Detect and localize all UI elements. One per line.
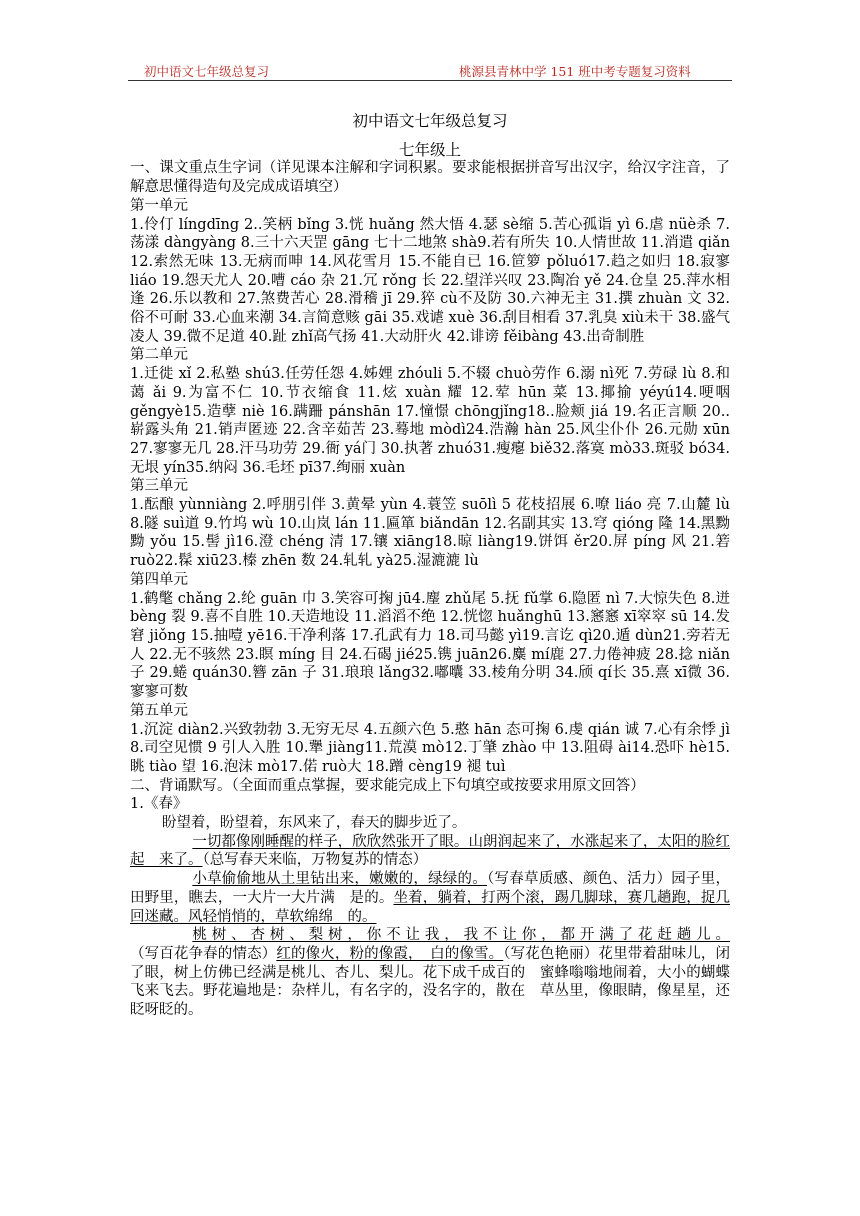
header-rule [128,80,732,81]
section-1-heading: 一、课文重点生字词（详见课本注解和字词积累。要求能根据拼音写出汉字，给汉字注音，了解意思懂得造句及完成成语填空） [130,160,730,196]
page-subtitle: 七年级上 [398,140,461,159]
unit-3-words: 1.酝酿 yùnniàng 2.呼朋引伴 3.黄晕 yùn 4.蓑笠 suōlì 5 花枝招展 6.嘹 liáo 亮 7.山麓 lù 8.隧 suì道 9.竹坞 wù 10.山岚 lán 11.匾箪 biǎndān 12.名副其实 13.穹 qióng 隆 14.黑黝黝 yǒu 15.髻 jì16.澄 chéng 清 17.镶 xiāng18.晾 liàng19.饼饵 ěr20.屏 píng 风 21.箬 ruò22.髹 xiū23.榛 zhēn 数 24.轧轧 yà25.湿漉漉 lù [130,497,730,570]
unit-1-heading: 第一单元 [130,197,188,214]
spring-paragraph-4 [130,926,730,1020]
unit-2-heading: 第二单元 [130,347,188,364]
spring-paragraph-1: 盼望着，盼望着，东风来了，春天的脚步近了。 [161,815,467,832]
annotation-text: （写春草质感、颜色、活力）园子里，田野里，瞧去，一大片一大片满 是的。 [130,871,731,906]
annotation-text: （写花色艳丽）花里带着甜味儿，闭了眼，树上仿佛已经满是桃儿、杏儿、梨儿。花下成千成百的 蜜蜂嗡嗡地闹着，大小的蝴蝶飞来飞去。野花遍地是：杂样儿，有名字的，没名字的，散在 草丛里，像眼睛，像星星，还眨呀眨的。 [130,945,731,1019]
underlined-recitation: 桃树、杏树、梨树，你不让我，我不让你，都开满了花赶趟儿。 [192,927,730,944]
annotation-text: （写百花争春的情态） [130,945,277,962]
poem-title: 1.《春》 [130,796,188,813]
underlined-recitation: 一切都像刚睡醒的样子，欣欣然张开了眼。山朗润起来了，水涨起来了，太阳的脸红起 来了。 [130,833,730,869]
unit-4-heading: 第四单元 [130,571,188,588]
document-body [130,112,730,1020]
header-right-text: 桃源县青林中学 151 班中考专题复习资料 [459,64,691,79]
header-left-text: 初中语文七年级总复习 [144,64,270,79]
annotation-text: （总写春天来临，万物复苏的情态） [202,852,428,869]
spring-paragraph-2 [130,833,730,870]
unit-5-words: 1.沉淀 diàn2.兴致勃勃 3.无穷无尽 4.五颜六色 5.憨 hān 态可掬 6.虔 qián 诚 7.心有余悸 jì 8.司空见惯 9 引人入胜 10.犟 jiàng11.荒漠 mò12.丁肇 zhào 中 13.阻碍 ài14.恐吓 hè15.眺 tiào 望 16.泡沫 mò17.偌 ruò大 18.蹭 cèng19 褪 tuì [130,721,730,775]
unit-4-words: 1.鹤氅 chǎng 2.纶 guān 巾 3.笑容可掬 jū4.麈 zhǔ尾 5.抚 fǔ掌 6.隐匿 nì 7.大惊失色 8.迸 bèng 裂 9.喜不自胜 10.天造地设 11.滔滔不绝 12.恍惚 huǎnghū 13.窸窸 xī窣窣 sū 14.发窘 jiǒng 15.抽噎 yē16.干净利落 17.孔武有力 18.司马懿 yì19.言讫 qì20.遁 dùn21.旁若无人 22.无不骇然 23.瞑 míng 目 24.石碣 jié25.镌 juān26.麋 mí鹿 27.力倦神疲 28.捻 niǎn 子 29.蜷 quán30.簪 zān 子 31.琅琅 lǎng32.嘟囔 33.棱角分明 34.颀 qí长 35.熹 xī微 36.寥寥可数 [130,590,730,701]
spring-paragraph-3 [130,870,730,926]
section-2-heading: 二、背诵默写。（全面而重点掌握，要求能完成上下句填空或按要求用原文回答） [130,777,645,794]
unit-3-heading: 第三单元 [130,478,188,495]
underlined-recitation: 红的像火，粉的像霞， 白的像雪。 [276,945,504,962]
unit-2-words: 1.迁徙 xǐ 2.私塾 shú3.任劳任怨 4.姊娌 zhóuli 5.不辍 chuò劳作 6.溺 nì死 7.劳碌 lù 8.和蔼 ǎi 9.为富不仁 10.节衣缩食 11.炫 xuàn 耀 12.荤 hūn 菜 13.揶揄 yéyú14.哽咽 gěngyè15.造孽 niè 16.蹒跚 pánshān 17.憧憬 chōngjǐng18..脸颊 jiá 19.名正言顺 20..崭露头角 21.销声匿迹 22.含辛茹苦 23.蓦地 mòdì24.浩瀚 hàn 25.风尘仆仆 26.元勋 xūn 27.寥寥无几 28.汗马功劳 29.衙 yá门 30.执著 zhuó31.瘦瘪 biě32.落寞 mò33.斑驳 bó34.无垠 yín35.纳闷 36.毛坯 pī37.绚丽 xuàn [130,366,730,476]
unit-1-words: 1.伶仃 língdīng 2..笑柄 bǐng 3.恍 huǎng 然大悟 4.瑟 sè缩 5.苦心孤诣 yì 6.虐 nüè杀 7.荡漾 dàngyàng 8.三十六天罡 gāng 七十二地煞 shà9.若有所失 10.人情世故 11.消遣 qiǎn 12.索然无味 13.无病而呻 14.风花雪月 15.不能自已 16.笸箩 pǒluó17.趋之如归 18.寂寥 liáo 19.怨天尤人 20.嘈 cáo 杂 21.冗 rǒng 长 22.望洋兴叹 23.陶冶 yě 24.仓皇 25.萍水相逢 26.乐以教和 27.煞费苦心 28.滑稽 jī 29.猝 cù不及防 30.六神无主 31.撰 zhuàn 文 32.俗不可耐 33.心血来潮 34.言简意赅 gāi 35.戏谑 xuè 36.刮目相看 37.乳臭 xiù未干 38.盛气凌人 39.微不足道 40.趾 zhǐ高气扬 41.大动肝火 42.诽谤 fěibàng 43.出奇制胜 [130,216,730,345]
page-title: 初中语文七年级总复习 [352,112,508,130]
underlined-recitation: 坐着，躺着，打两个滚，踢几脚球，赛几趟跑，捉几回迷藏。风轻悄悄的，草软绵绵 的。 [130,889,731,925]
unit-5-heading: 第五单元 [130,702,188,719]
underlined-recitation: 小草偷偷地从土里钻出来，嫩嫩的，绿绿的。 [192,871,488,888]
